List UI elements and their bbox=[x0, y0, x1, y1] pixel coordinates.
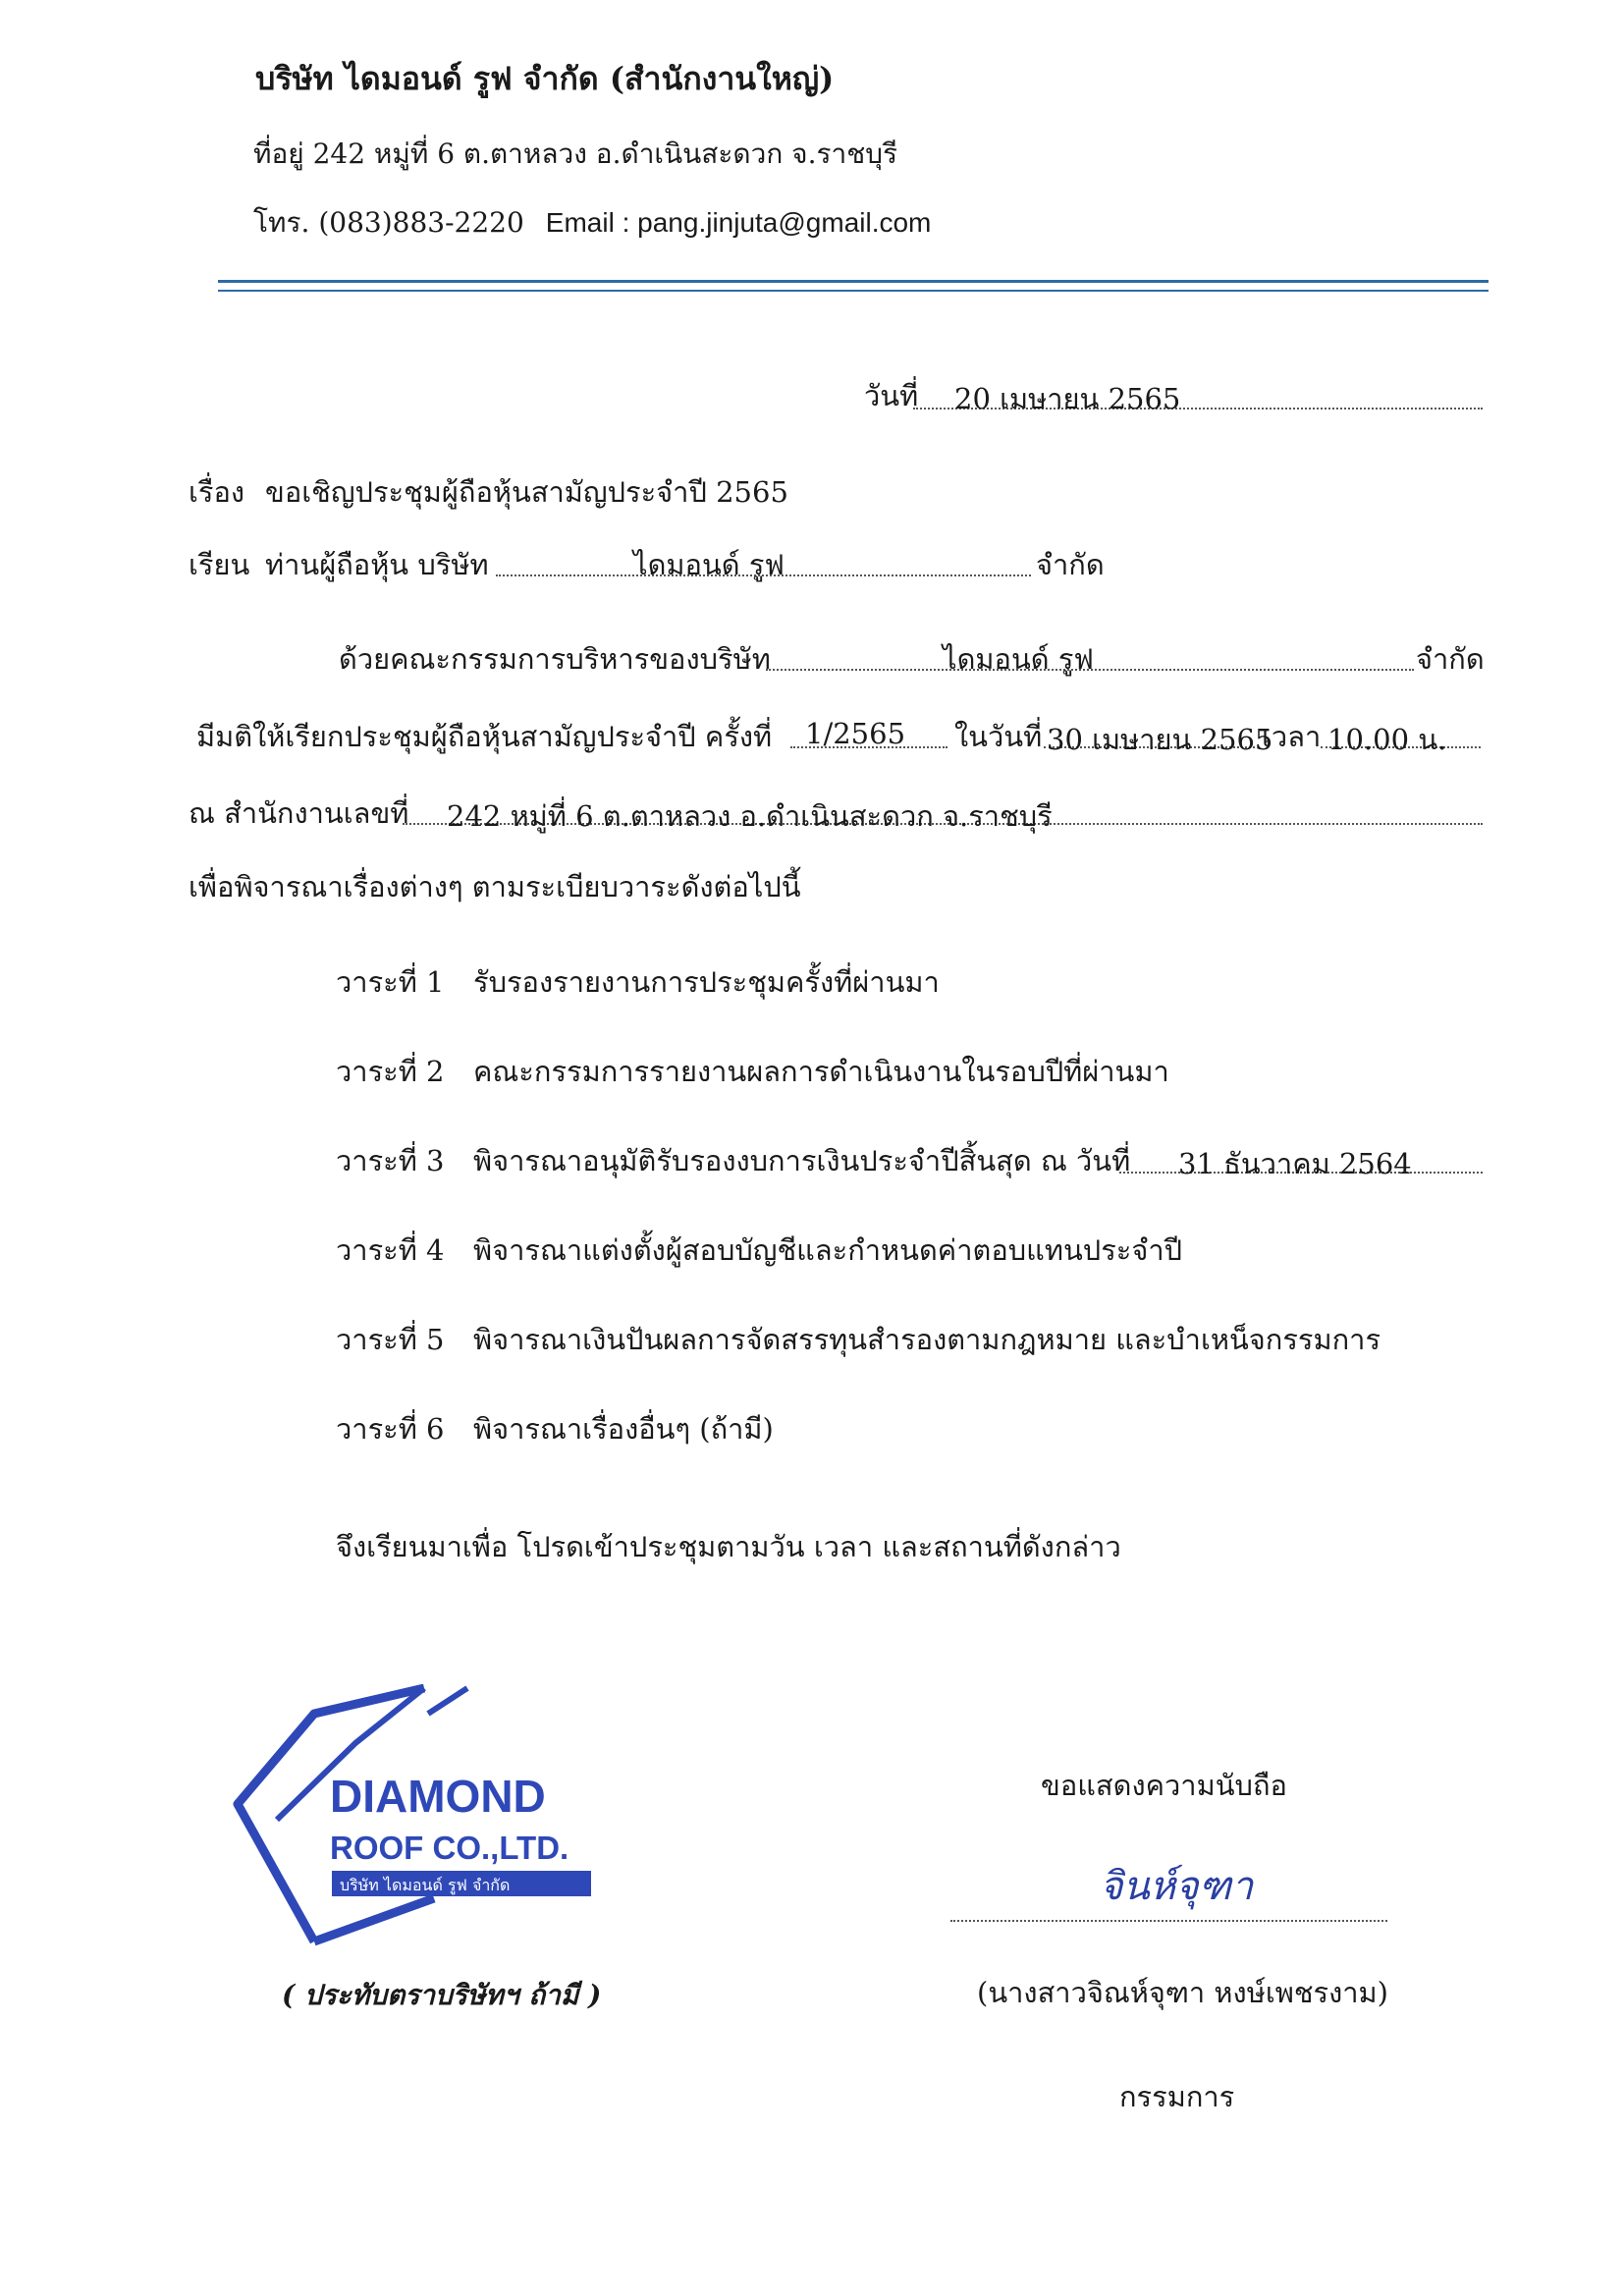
subject-label: เรื่อง bbox=[189, 475, 245, 509]
recipient-suffix: จำกัด bbox=[1036, 548, 1105, 581]
date-value: 20 เมษายน 2565 bbox=[954, 382, 1181, 415]
stamp-line2: ROOF CO.,LTD. bbox=[330, 1830, 569, 1866]
body-line1-company: ไดมอนด์ รูฟ bbox=[943, 642, 1094, 676]
recipient-label: เรียน bbox=[189, 548, 250, 581]
meeting-no: 1/2565 bbox=[805, 717, 906, 750]
date-label: วันที่ bbox=[864, 379, 919, 412]
company-email: Email : pang.jinjuta@gmail.com bbox=[545, 207, 932, 238]
company-address: ที่อยู่ 242 หมู่ที่ 6 ต.ตาหลวง อ.ดำเนินสะดวก จ.ราชบุรี bbox=[253, 137, 898, 170]
header-divider-top bbox=[218, 280, 1489, 283]
agenda-item-text: รับรองรายงานการประชุมครั้งที่ผ่านมา bbox=[473, 965, 940, 999]
body-line1-prefix: ด้วยคณะกรรมการบริหารของบริษัท bbox=[339, 642, 771, 676]
company-phone: โทร. (083)883-2220 bbox=[253, 206, 524, 239]
body-line2-prefix: มีมติให้เรียกประชุมผู้ถือหุ้นสามัญประจำปี ครั้งที่ bbox=[196, 720, 773, 753]
stamp-caption: ( ประทับตราบริษัทฯ ถ้ามี ) bbox=[282, 1979, 602, 2011]
meeting-date: 30 เมษายน 2565 bbox=[1047, 723, 1273, 756]
company-stamp bbox=[232, 1684, 595, 1954]
closing-text: จึงเรียนมาเพื่อ โปรดเข้าประชุมตามวัน เวลา และสถานที่ดังกล่าว bbox=[336, 1530, 1121, 1563]
agenda-item-no: วาระที่ 1 bbox=[336, 965, 445, 999]
place-label: ณ สำนักงานเลขที่ bbox=[189, 796, 409, 830]
meeting-time: 10.00 น. bbox=[1327, 723, 1447, 756]
signer-name: (นางสาวจิณห์จุฑา หงษ์เพชรงาม) bbox=[977, 1976, 1388, 2009]
agenda-item-text: พิจารณาเรื่องอื่นๆ (ถ้ามี) bbox=[473, 1412, 774, 1446]
signer-position: กรรมการ bbox=[1119, 2080, 1235, 2113]
recipient-prefix: ท่านผู้ถือหุ้น บริษัท bbox=[265, 548, 489, 581]
agenda-3-date: 31 ธันวาคม 2564 bbox=[1178, 1147, 1412, 1180]
recipient-company: ไดมอนด์ รูฟ bbox=[633, 548, 785, 581]
agenda-item-text: พิจารณาแต่งตั้งผู้สอบบัญชีและกำหนดค่าตอบแทนประจำปี bbox=[473, 1233, 1183, 1267]
agenda-item-no: วาระที่ 3 bbox=[336, 1144, 445, 1177]
company-contact bbox=[253, 201, 931, 245]
subject-text: ขอเชิญประชุมผู้ถือหุ้นสามัญประจำปี 2565 bbox=[265, 475, 788, 509]
meeting-date-label: ในวันที่ bbox=[954, 720, 1043, 753]
regards-text: ขอแสดงความนับถือ bbox=[1041, 1769, 1287, 1802]
signature-handwritten: จินห์จุฑา bbox=[1100, 1864, 1254, 1909]
company-name: บริษัท ไดมอนด์ รูฟ จำกัด (สำนักงานใหญ่) bbox=[255, 60, 835, 97]
stamp-line1: DIAMOND bbox=[330, 1771, 546, 1822]
agenda-item-text: พิจารณาเงินปันผลการจัดสรรทุนสำรองตามกฎหมาย และบำเหน็จกรรมการ bbox=[473, 1323, 1381, 1356]
agenda-item-no: วาระที่ 6 bbox=[336, 1412, 445, 1446]
agenda-item-no: วาระที่ 4 bbox=[336, 1233, 445, 1267]
agenda-item-text: พิจารณาอนุมัติรับรองงบการเงินประจำปีสิ้นสุด ณ วันที่ bbox=[473, 1144, 1131, 1177]
body-line1-suffix: จำกัด bbox=[1416, 642, 1485, 676]
stamp-thai-text: บริษัท ไดมอนด์ รูฟ จำกัด bbox=[340, 1876, 511, 1894]
meeting-time-label: เวลา bbox=[1262, 720, 1322, 753]
header-divider-bottom bbox=[218, 290, 1489, 292]
stamp-frame-bottom bbox=[314, 1898, 434, 1941]
signature-dotline bbox=[950, 1920, 1387, 1922]
stamp-frame-top bbox=[428, 1688, 467, 1714]
agenda-item-text: คณะกรรมการรายงานผลการดำเนินงานในรอบปีที่ผ่านมา bbox=[473, 1055, 1169, 1088]
agenda-intro: เพื่อพิจารณาเรื่องต่างๆ ตามระเบียบวาระดังต่อไปนี้ bbox=[189, 870, 801, 903]
place-value: 242 หมู่ที่ 6 ต.ตาหลวง อ.ดำเนินสะดวก จ.ราชบุรี bbox=[447, 799, 1053, 833]
agenda-item-no: วาระที่ 5 bbox=[336, 1323, 445, 1356]
agenda-item-no: วาระที่ 2 bbox=[336, 1055, 445, 1088]
